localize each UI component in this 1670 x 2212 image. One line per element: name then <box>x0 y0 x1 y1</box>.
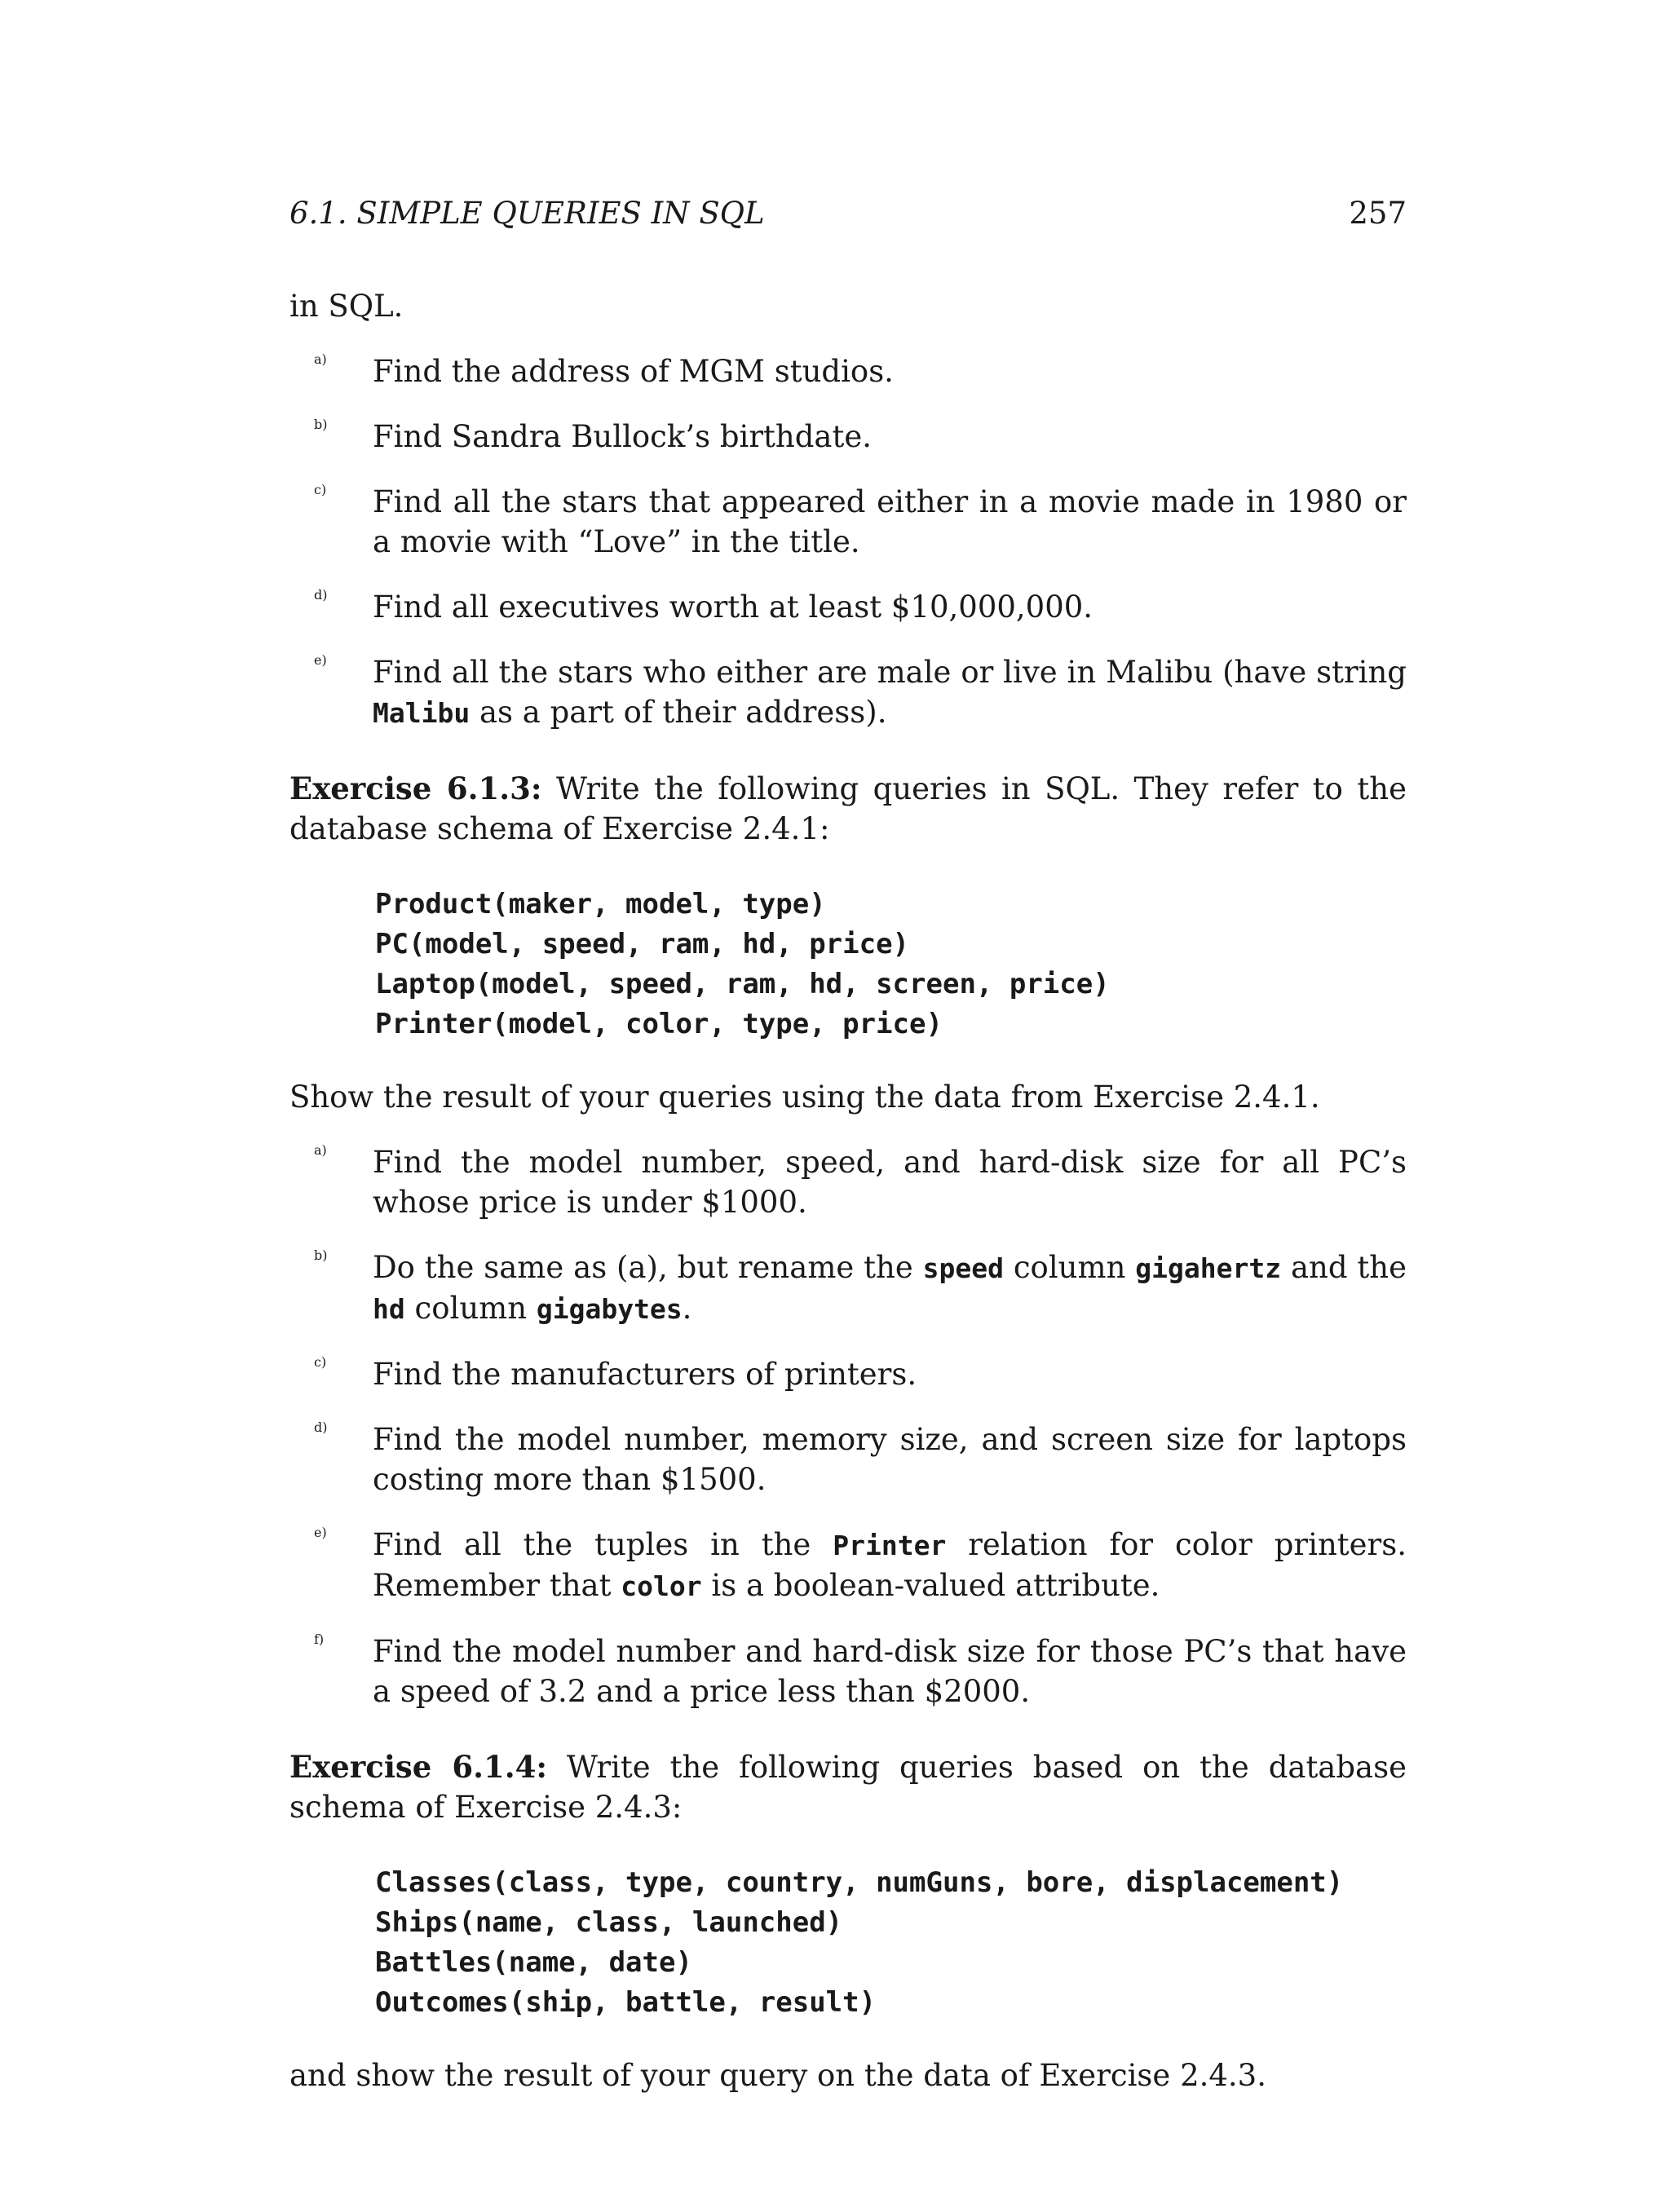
list-item <box>314 587 1407 627</box>
list-item <box>314 1631 1407 1711</box>
exercise-text: Write the following queries in SQL. They refer to the database schema of Exercise 2.4.1: <box>289 771 1407 846</box>
code-term: gigabytes <box>536 1293 683 1325</box>
list-item <box>314 482 1407 562</box>
text-fragment: column <box>404 1291 537 1326</box>
list-item <box>314 417 1407 457</box>
schema-line: Laptop(model, speed, ram, hd, screen, price) <box>375 968 1110 1000</box>
schema-line: Classes(class, type, country, numGuns, bore, displacement) <box>375 1866 1344 1899</box>
exercise-label: Exercise 6.1.3: <box>289 770 542 806</box>
list-item <box>314 1354 1407 1394</box>
item-text <box>373 1247 1407 1329</box>
item-text: Find Sandra Bullock’s birthdate. <box>373 419 872 454</box>
list-item <box>314 351 1407 391</box>
code-term: Malibu <box>373 697 471 729</box>
item-marker: a) <box>314 351 327 367</box>
page-number: 257 <box>1349 196 1407 231</box>
list-item <box>314 1142 1407 1222</box>
item-marker: d) <box>314 587 328 603</box>
item-text: Find the model number, speed, and hard-disk size for all PC’s whose price is under $1000. <box>373 1145 1407 1220</box>
list-item <box>314 652 1407 733</box>
text-fragment: Do the same as (a), but rename the <box>373 1250 923 1285</box>
item-text: Find all the stars that appeared either in a movie made in 1980 or a movie with “Love” in the title. <box>373 484 1407 559</box>
code-term: color <box>621 1570 702 1602</box>
exercise-followup: and show the result of your query on the data of Exercise 2.4.3. <box>289 2058 1266 2093</box>
schema-line: Printer(model, color, type, price) <box>375 1008 943 1040</box>
list-item <box>314 1419 1407 1499</box>
item-text <box>373 1525 1407 1606</box>
running-head <box>289 196 1407 231</box>
schema-line: Ships(name, class, launched) <box>375 1906 843 1939</box>
schema-line: PC(model, speed, ram, hd, price) <box>375 928 910 960</box>
text-fragment: . <box>682 1291 692 1326</box>
schema-block <box>375 1863 1407 2023</box>
item-text <box>373 652 1407 733</box>
section-title: 6.1. SIMPLE QUERIES IN SQL <box>289 196 765 231</box>
code-term: Printer <box>833 1530 947 1561</box>
text-fragment: Find all the tuples in the <box>373 1527 833 1562</box>
item-text: Find the address of MGM studios. <box>373 354 894 389</box>
item-marker: f) <box>314 1631 325 1647</box>
list-item <box>314 1525 1407 1606</box>
item-marker: c) <box>314 1354 327 1370</box>
item-marker: c) <box>314 482 327 497</box>
text-fragment: and the <box>1281 1250 1407 1285</box>
item-marker: e) <box>314 1525 327 1540</box>
schema-line: Outcomes(ship, battle, result) <box>375 1986 877 2019</box>
page <box>289 196 1407 2095</box>
item-text: Find the manufacturers of printers. <box>373 1357 917 1392</box>
item-text: Find the model number, memory size, and screen size for laptops costing more than $1500. <box>373 1422 1407 1497</box>
schema-line: Product(maker, model, type) <box>375 888 826 921</box>
list-item <box>314 1247 1407 1329</box>
exercise-text: Write the following queries based on the database schema of Exercise 2.4.3: <box>289 1750 1407 1825</box>
exercise-6-1-4 <box>289 1747 1407 1827</box>
item-text: Find the model number and hard-disk size for those PC’s that have a speed of 3.2 and a price less than $2000. <box>373 1634 1407 1709</box>
item-marker: b) <box>314 417 328 432</box>
text-fragment: column <box>1003 1250 1136 1285</box>
text-fragment: relation for color printers. Remember that <box>373 1527 1407 1603</box>
text-fragment: as a part of their address). <box>470 695 887 730</box>
schema-block <box>375 885 1407 1044</box>
exercise-6-1-3 <box>289 769 1407 849</box>
intro-text: in SQL. <box>289 289 404 324</box>
code-term: gigahertz <box>1135 1252 1282 1284</box>
item-text: Find all executives worth at least $10,000,000. <box>373 589 1093 625</box>
item-marker: a) <box>314 1142 327 1158</box>
code-term: hd <box>373 1293 405 1325</box>
item-marker: e) <box>314 652 327 668</box>
exercise-followup: Show the result of your queries using the data from Exercise 2.4.1. <box>289 1080 1320 1115</box>
item-marker: d) <box>314 1419 328 1435</box>
schema-line: Battles(name, date) <box>375 1946 692 1979</box>
text-fragment: is a boolean-valued attribute. <box>701 1568 1160 1603</box>
code-term: speed <box>922 1252 1004 1284</box>
item-marker: b) <box>314 1247 328 1263</box>
text-fragment: Find all the stars who either are male or live in Malibu (have string <box>373 655 1407 690</box>
exercise-label: Exercise 6.1.4: <box>289 1749 547 1785</box>
